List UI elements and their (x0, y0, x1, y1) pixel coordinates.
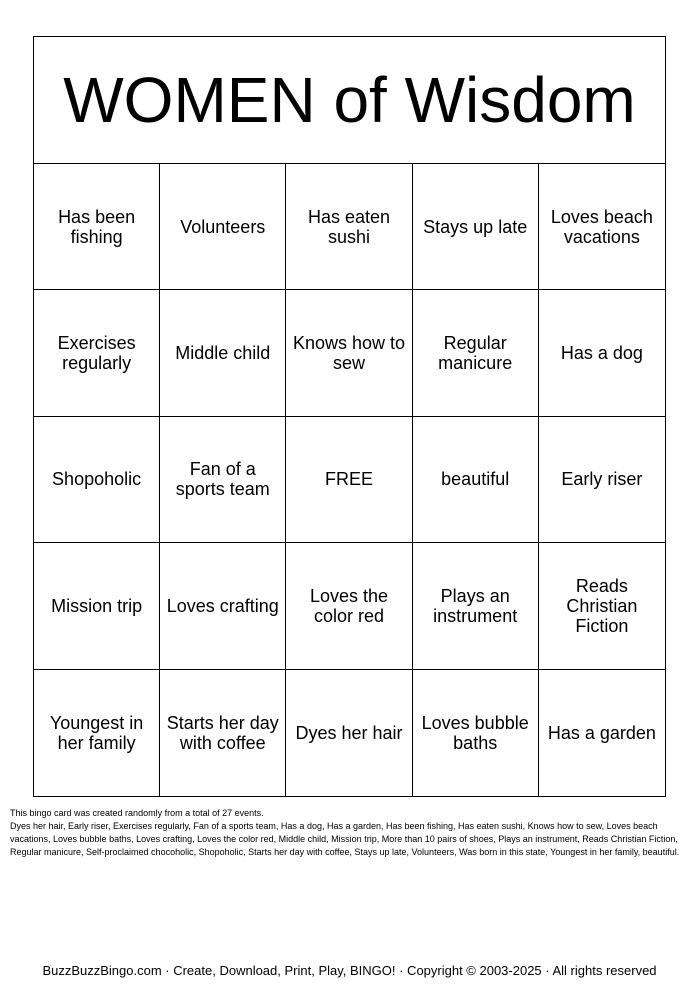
bingo-cell: Stays up late (413, 164, 539, 290)
bingo-cell: Youngest in her family (34, 670, 160, 796)
bingo-cell: Loves the color red (286, 543, 412, 669)
bingo-cell: Reads Christian Fiction (539, 543, 665, 669)
bingo-cell: Middle child (160, 290, 286, 416)
card-title: WOMEN of Wisdom (63, 64, 636, 136)
bingo-cell: Has eaten sushi (286, 164, 412, 290)
bingo-grid (34, 164, 665, 796)
bingo-cell: Dyes her hair (286, 670, 412, 796)
bingo-cell: Starts her day with coffee (160, 670, 286, 796)
bingo-cell: Knows how to sew (286, 290, 412, 416)
bingo-cell: Volunteers (160, 164, 286, 290)
bingo-cell: Has a garden (547, 722, 656, 743)
bingo-cell: Shopoholic (34, 417, 160, 543)
notes-intro: This bingo card was created randomly from a total of 27 events. (10, 808, 264, 818)
bingo-cell: Has a dog (539, 290, 665, 416)
bingo-cell: Mission trip (34, 543, 160, 669)
page-footer: BuzzBuzzBingo.com · Create, Download, Print, Play, BINGO! · Copyright © 2003-2025 · All rights reserved (42, 963, 657, 978)
bingo-card (33, 36, 666, 797)
bingo-cell: Regular manicure (413, 290, 539, 416)
free-space-cell: FREE (286, 417, 412, 543)
bingo-cell: Loves beach vacations (539, 164, 665, 290)
bingo-cell: Loves crafting (160, 543, 286, 669)
bingo-cell: Early riser (539, 417, 665, 543)
bingo-cell: Exercises regularly (34, 290, 160, 416)
bingo-cell: Plays an instrument (413, 543, 539, 669)
bingo-cell: Loves bubble baths (413, 670, 539, 796)
bingo-cell: beautiful (413, 417, 539, 543)
card-notes (10, 807, 692, 859)
bingo-cell: Fan of a sports team (160, 417, 286, 543)
notes-event-list: Dyes her hair, Early riser, Exercises regularly, Fan of a sports team, Has a dog, Has a garden, Has been fishing, Has eaten sushi, Knows how to sew, Loves beach vacations, Loves bubble baths, Loves crafting, Loves the color red, Middle child, Mission trip, More than 10 pairs of shoes, Plays an instrument, Reads Christian Fiction, Regular manicure, Self-proclaimed chocoholic, Shopoholic, Starts her day with coffee, Stays up late, Volunteers, Was born in this state, Youngest in her family, beautiful. (10, 821, 680, 857)
card-header (34, 37, 665, 164)
bingo-cell: Has been fishing (34, 164, 160, 290)
